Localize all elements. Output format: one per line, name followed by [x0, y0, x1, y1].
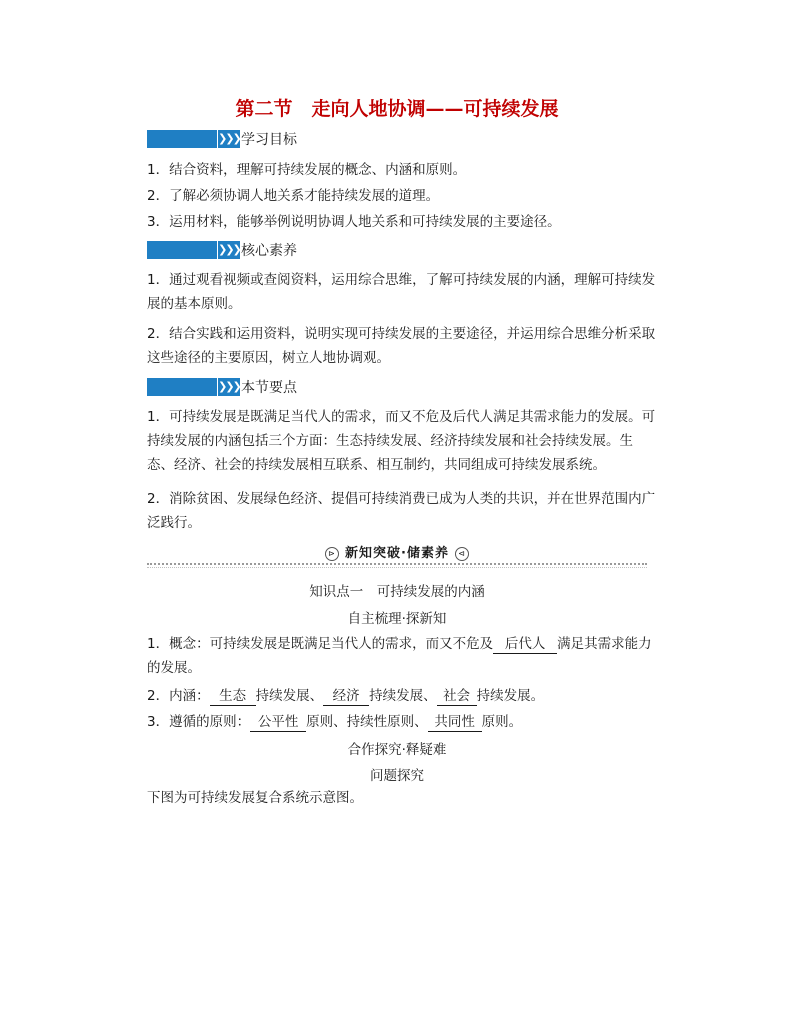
divider-line	[147, 567, 647, 568]
connotation-suffix: 持续发展。	[476, 688, 545, 704]
divider-text: 新知突破·储素养	[345, 546, 449, 561]
connotation-blank: 生态	[210, 687, 256, 706]
concept-blank: 后代人	[493, 635, 557, 654]
principles-suffix: 原则。	[481, 714, 523, 730]
principles-blank: 公平性	[250, 713, 306, 732]
chevrons-icon: ❯❯❯	[217, 130, 240, 148]
section-bar	[147, 378, 217, 396]
section-header-goals	[147, 130, 297, 148]
concept-paragraph	[147, 632, 657, 680]
principles-text: 原则、持续性原则、	[306, 714, 428, 730]
keypoint-item: 1．可持续发展是既满足当代人的需求，而又不危及后代人满足其需求能力的发展。可持续发展的内涵包括三个方面：生态持续发展、经济持续发展和社会持续发展。生态、经济、社会的持续发展相互联系、相互制约，共同组成可持续发展系统。	[147, 409, 656, 473]
literacy-item: 1．通过观看视频或查阅资料，运用综合思维，了解可持续发展的内涵，理解可持续发展的基本原则。	[147, 272, 656, 312]
connotation-text: 持续发展、	[255, 688, 324, 704]
triangle-left-icon: ⊲	[455, 547, 469, 561]
principles-blank: 共同性	[428, 713, 482, 732]
connotation-text: 持续发展、	[369, 688, 437, 704]
divider-line	[147, 563, 647, 565]
principles-prefix: 3．遵循的原则：	[147, 714, 251, 730]
connotation-blank: 经济	[323, 687, 369, 706]
section-bar	[147, 241, 217, 259]
triangle-right-icon: ⊳	[325, 547, 339, 561]
principles-line	[147, 710, 657, 734]
connotation-blank: 社会	[437, 687, 477, 706]
divider-title	[147, 542, 647, 561]
section-label: 学习目标	[241, 132, 297, 148]
connotation-prefix: 2．内涵：	[147, 688, 210, 704]
section-header-literacy	[147, 241, 297, 259]
figure-caption: 下图为可持续发展复合系统示意图。	[147, 790, 363, 806]
knowledge-heading: 知识点一 可持续发展的内涵	[309, 584, 485, 600]
goal-item: 1．结合资料，理解可持续发展的概念、内涵和原则。	[147, 162, 467, 178]
coop-heading: 合作探究·释疑难	[347, 742, 447, 758]
section-bar	[147, 130, 217, 148]
section-header-keypoints	[147, 378, 297, 396]
goal-item: 3．运用材料，能够举例说明协调人地关系和可持续发展的主要途径。	[147, 214, 561, 230]
connotation-line	[147, 684, 657, 708]
sub-heading: 自主梳理·探新知	[347, 611, 447, 627]
chevrons-icon: ❯❯❯	[217, 241, 240, 259]
inquiry-heading: 问题探究	[370, 768, 424, 784]
page-title: 第二节 走向人地协调——可持续发展	[235, 98, 559, 120]
section-divider	[147, 542, 647, 568]
chevrons-icon: ❯❯❯	[217, 378, 240, 396]
keypoint-item: 2．消除贫困、发展绿色经济、提倡可持续消费已成为人类的共识，并在世界范围内广泛践行。	[147, 491, 656, 531]
concept-suffix: 满足其需求能力的发展。	[147, 636, 652, 676]
section-label: 核心素养	[241, 243, 297, 259]
concept-prefix: 1．概念：可持续发展是既满足当代人的需求，而又不危及	[147, 636, 494, 652]
goal-item: 2．了解必须协调人地关系才能持续发展的道理。	[147, 188, 440, 204]
literacy-item: 2．结合实践和运用资料，说明实现可持续发展的主要途径，并运用综合思维分析采取这些途径的主要原因，树立人地协调观。	[147, 326, 656, 366]
section-label: 本节要点	[241, 380, 297, 396]
